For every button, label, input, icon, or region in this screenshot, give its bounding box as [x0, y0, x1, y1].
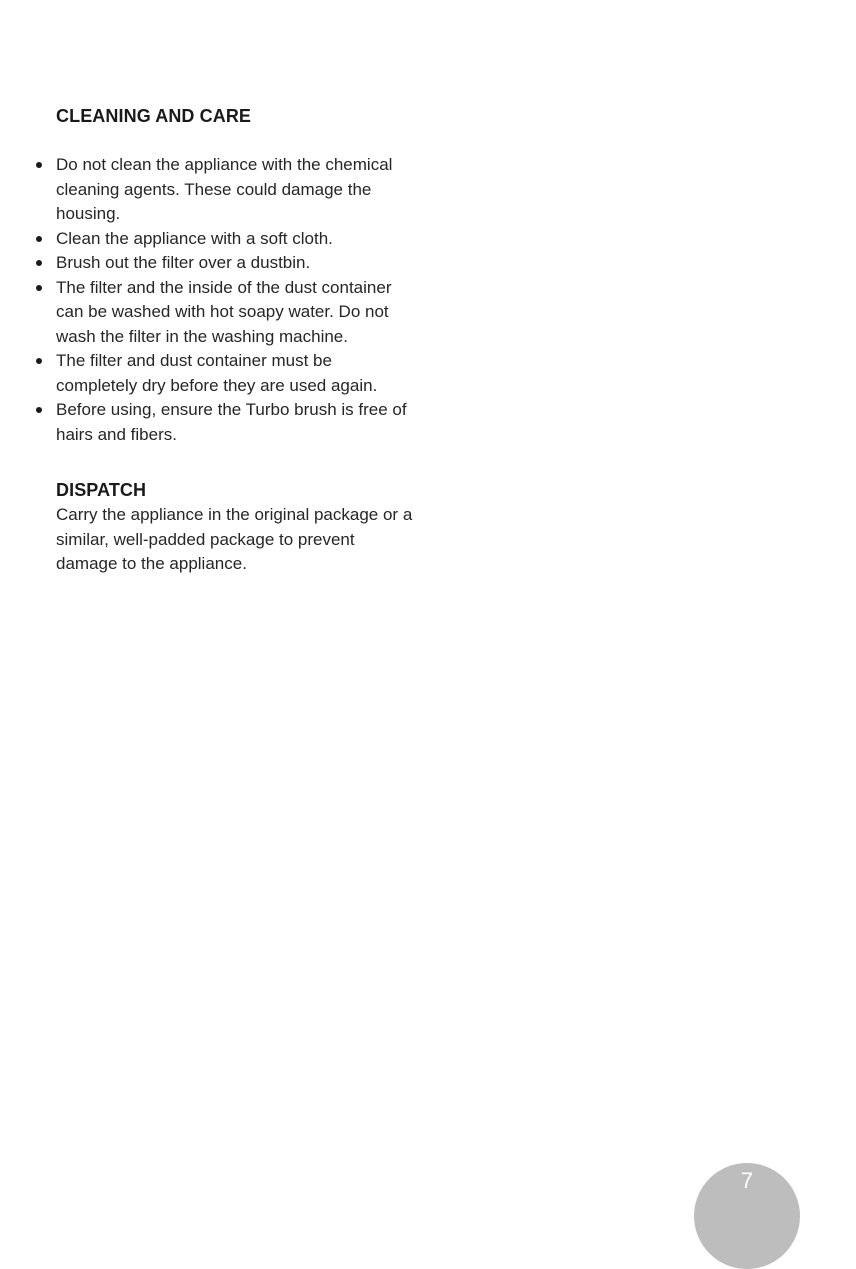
list-item	[56, 398, 416, 447]
list-item	[56, 227, 416, 252]
cleaning-and-care-section	[56, 104, 416, 447]
bullet-icon	[36, 260, 42, 266]
bullet-icon	[36, 358, 42, 364]
dispatch-section	[56, 478, 416, 577]
dispatch-text: Carry the appliance in the original package or a similar, well-padded package to prevent damage to the appliance.	[56, 505, 413, 573]
list-item	[56, 251, 416, 276]
list-item	[56, 153, 416, 227]
list-item	[56, 276, 416, 350]
list-item-text: The filter and dust container must be completely dry before they are used again.	[56, 351, 378, 395]
page-number-badge	[694, 1163, 800, 1269]
page-number: 7	[740, 1168, 754, 1193]
dispatch-heading: DISPATCH	[56, 480, 147, 500]
list-item-text: The filter and the inside of the dust container can be washed with hot soapy water. Do not wash the filter in the washing machine.	[56, 277, 392, 346]
list-item-text: Before using, ensure the Turbo brush is free of hairs and fibers.	[56, 400, 407, 444]
bullet-icon	[36, 285, 42, 291]
list-item-text: Brush out the filter over a dustbin.	[56, 253, 311, 272]
cleaning-and-care-heading: CLEANING AND CARE	[56, 106, 252, 126]
bullet-icon	[36, 162, 42, 168]
bullet-icon	[36, 407, 42, 413]
list-item-text: Clean the appliance with a soft cloth.	[56, 228, 333, 248]
list-item-text: Do not clean the appliance with the chemical cleaning agents. These could damage the housing.	[56, 155, 393, 223]
cleaning-instructions-list	[56, 153, 416, 447]
list-item	[56, 349, 416, 398]
bullet-icon	[36, 236, 42, 242]
